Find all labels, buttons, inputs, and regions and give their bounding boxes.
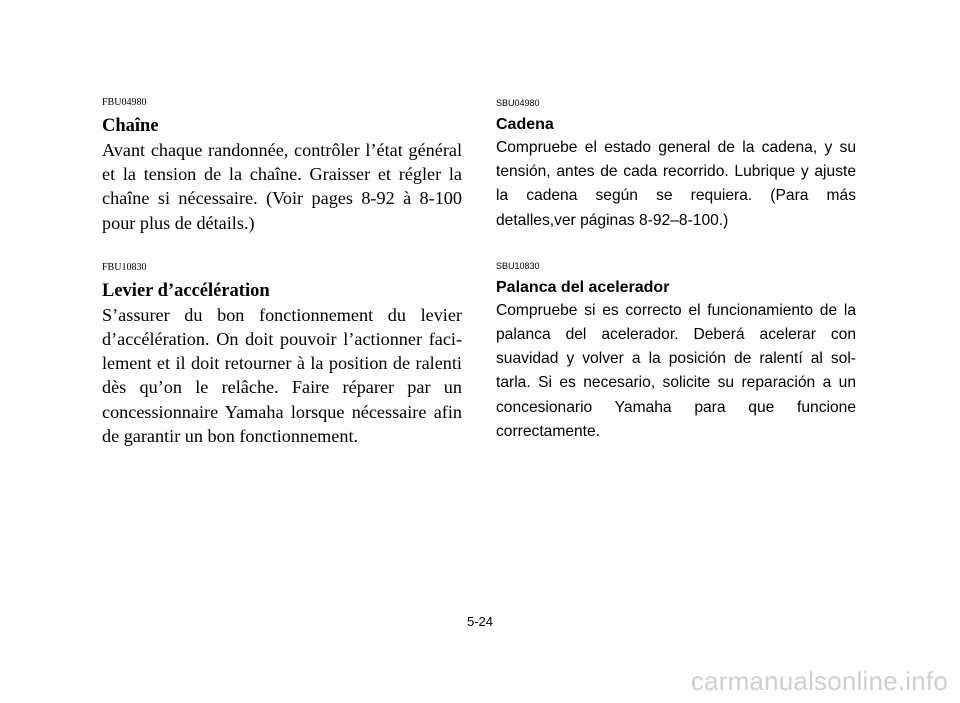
section-chain-fr (102, 96, 462, 235)
section-code: FBU04980 (102, 97, 147, 108)
section-code: FBU10830 (102, 261, 147, 273)
section-code: SBU10830 (496, 260, 540, 271)
section-heading: Levier d’accélération (102, 280, 270, 301)
section-throttle-fr (102, 261, 462, 448)
section-heading: Palanca del acelerador (496, 278, 670, 296)
section-throttle-es (496, 259, 856, 444)
section-body: Compruebe el estado general de la cadena, y su tensión, antes de cada recorrido. Lubrique y ajuste la cadena según se requiera. (Para más detalles,ver páginas 8-92–8-100.) (496, 139, 856, 229)
section-code: SBU04980 (496, 98, 540, 108)
section-heading: Chaîne (102, 116, 159, 136)
section-body: S’assurer du bon fonctionnement du levier d’accélération. On doit pouvoir l’actionner faci-lement et il doit retourner à la position de ralenti dès qu’on le relâche. Faire réparer par un concessionnaire Yamaha lorsque nécessaire afin de garantir un bon fonctionnement. (102, 304, 462, 446)
section-body: Compruebe si es correcto el funcionamiento de la palanca del acelerador. Deberá acelerar con suavidad y volver a la posición de ralentí al sol-tarla. Si es necesario, solicite su reparación a un concesionario Yamaha para que funcione correctamente. (496, 301, 856, 440)
spanish-column (496, 96, 856, 444)
section-body: Avant chaque randonnée, contrôler l’état général et la tension de la chaîne. Graisser et régler la chaîne si nécessaire. (Voir pages 8-92 à 8-100 pour plus de détails.) (102, 140, 462, 233)
section-chain-es (496, 96, 856, 233)
page-footer (0, 614, 960, 629)
french-column (102, 96, 462, 448)
watermark: carmanualsonline.info (690, 666, 948, 696)
page-number: 5-24 (466, 614, 494, 629)
section-heading: Cadena (496, 116, 554, 133)
